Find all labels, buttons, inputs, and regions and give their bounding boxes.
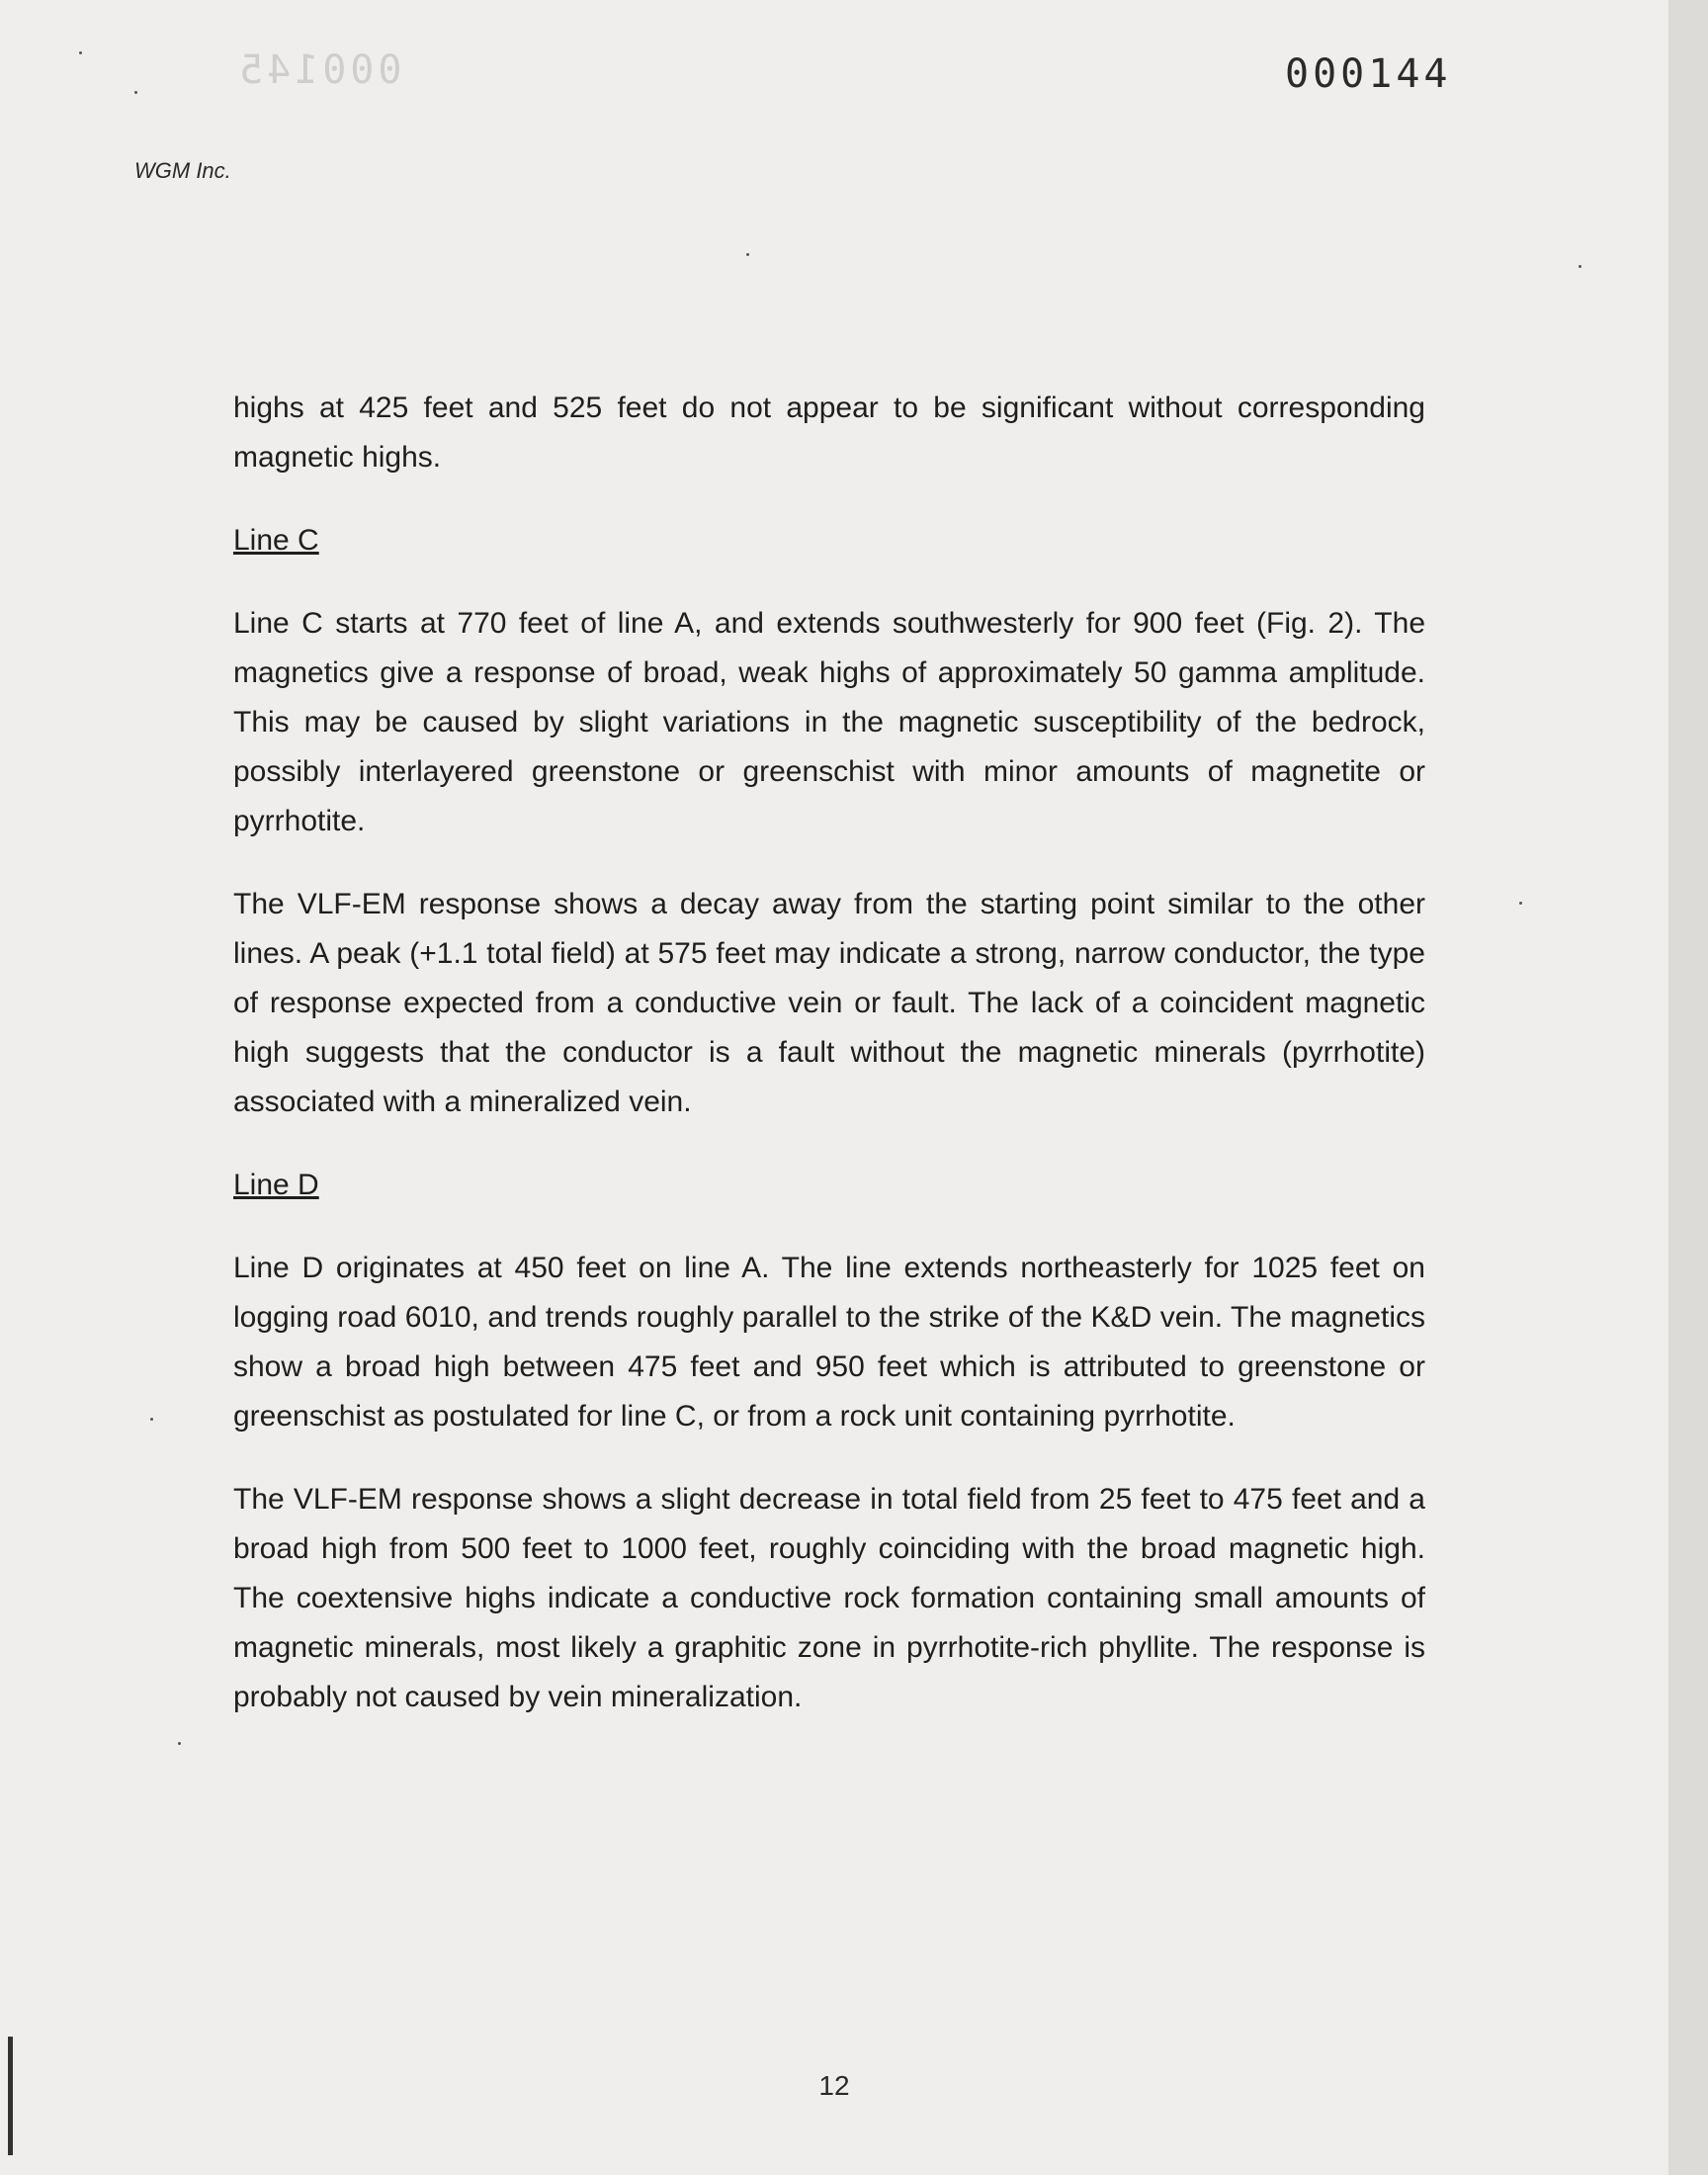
scan-speck: [134, 91, 137, 94]
heading-line-c: Line C: [233, 524, 319, 557]
scan-speck: [1519, 902, 1522, 905]
paragraph-1: highs at 425 feet and 525 feet do not appear to be significant without corresponding magnetic highs.: [233, 392, 1425, 474]
bleed-through-doc-number: 000145: [235, 47, 402, 93]
paragraph-5: The VLF-EM response shows a slight decrease in total field from 25 feet to 475 feet and a broad high from 500 feet to 1000 feet, roughly coinciding with the broad magnetic high. The coextensive highs indicate a conductive rock formation containing small amounts of magnetic minerals, most likely a graphitic zone in pyrrhotite-rich phyllite. The response is probably not caused by vein mineralization.: [233, 1483, 1425, 1713]
heading-line-d: Line D: [233, 1169, 319, 1201]
scan-speck: [1579, 265, 1581, 268]
paragraph-4: Line D originates at 450 feet on line A. The line extends northeasterly for 1025 feet on logging road 6010, and trends roughly parallel to the strike of the K&D vein. The magnetics show a broad high between 475 feet and 950 feet which is attributed to greenstone or greenschist as postulated for line C, or from a rock unit containing pyrrhotite.: [233, 1252, 1425, 1433]
binder-mark: [8, 2037, 13, 2155]
paragraph-3: The VLF-EM response shows a decay away from the starting point similar to the other lines. A peak (+1.1 total field) at 575 feet may indicate a strong, narrow conductor, the type of response expected from a conductive vein or fault. The lack of a coincident magnetic high suggests that the conductor is a fault without the magnetic minerals (pyrrhotite) associated with a mineralized vein.: [233, 888, 1425, 1118]
body-text: [233, 384, 1425, 1756]
scan-speck: [150, 1418, 153, 1421]
paragraph-2: Line C starts at 770 feet of line A, and extends southwesterly for 900 feet (Fig. 2). The magnetics give a response of broad, weak highs of approximately 50 gamma amplitude. This may be caused by slight variations in the magnetic susceptibility of the bedrock, possibly interlayered greenstone or greenschist with minor amounts of magnetite or pyrrhotite.: [233, 607, 1425, 837]
page-number: 12: [818, 2070, 850, 2101]
company-name: WGM Inc.: [134, 158, 231, 183]
scan-speck: [178, 1742, 181, 1745]
scan-speck: [79, 51, 82, 54]
document-number: 000144: [1285, 51, 1452, 97]
page-edge: [1668, 0, 1708, 2175]
scan-speck: [746, 253, 749, 256]
